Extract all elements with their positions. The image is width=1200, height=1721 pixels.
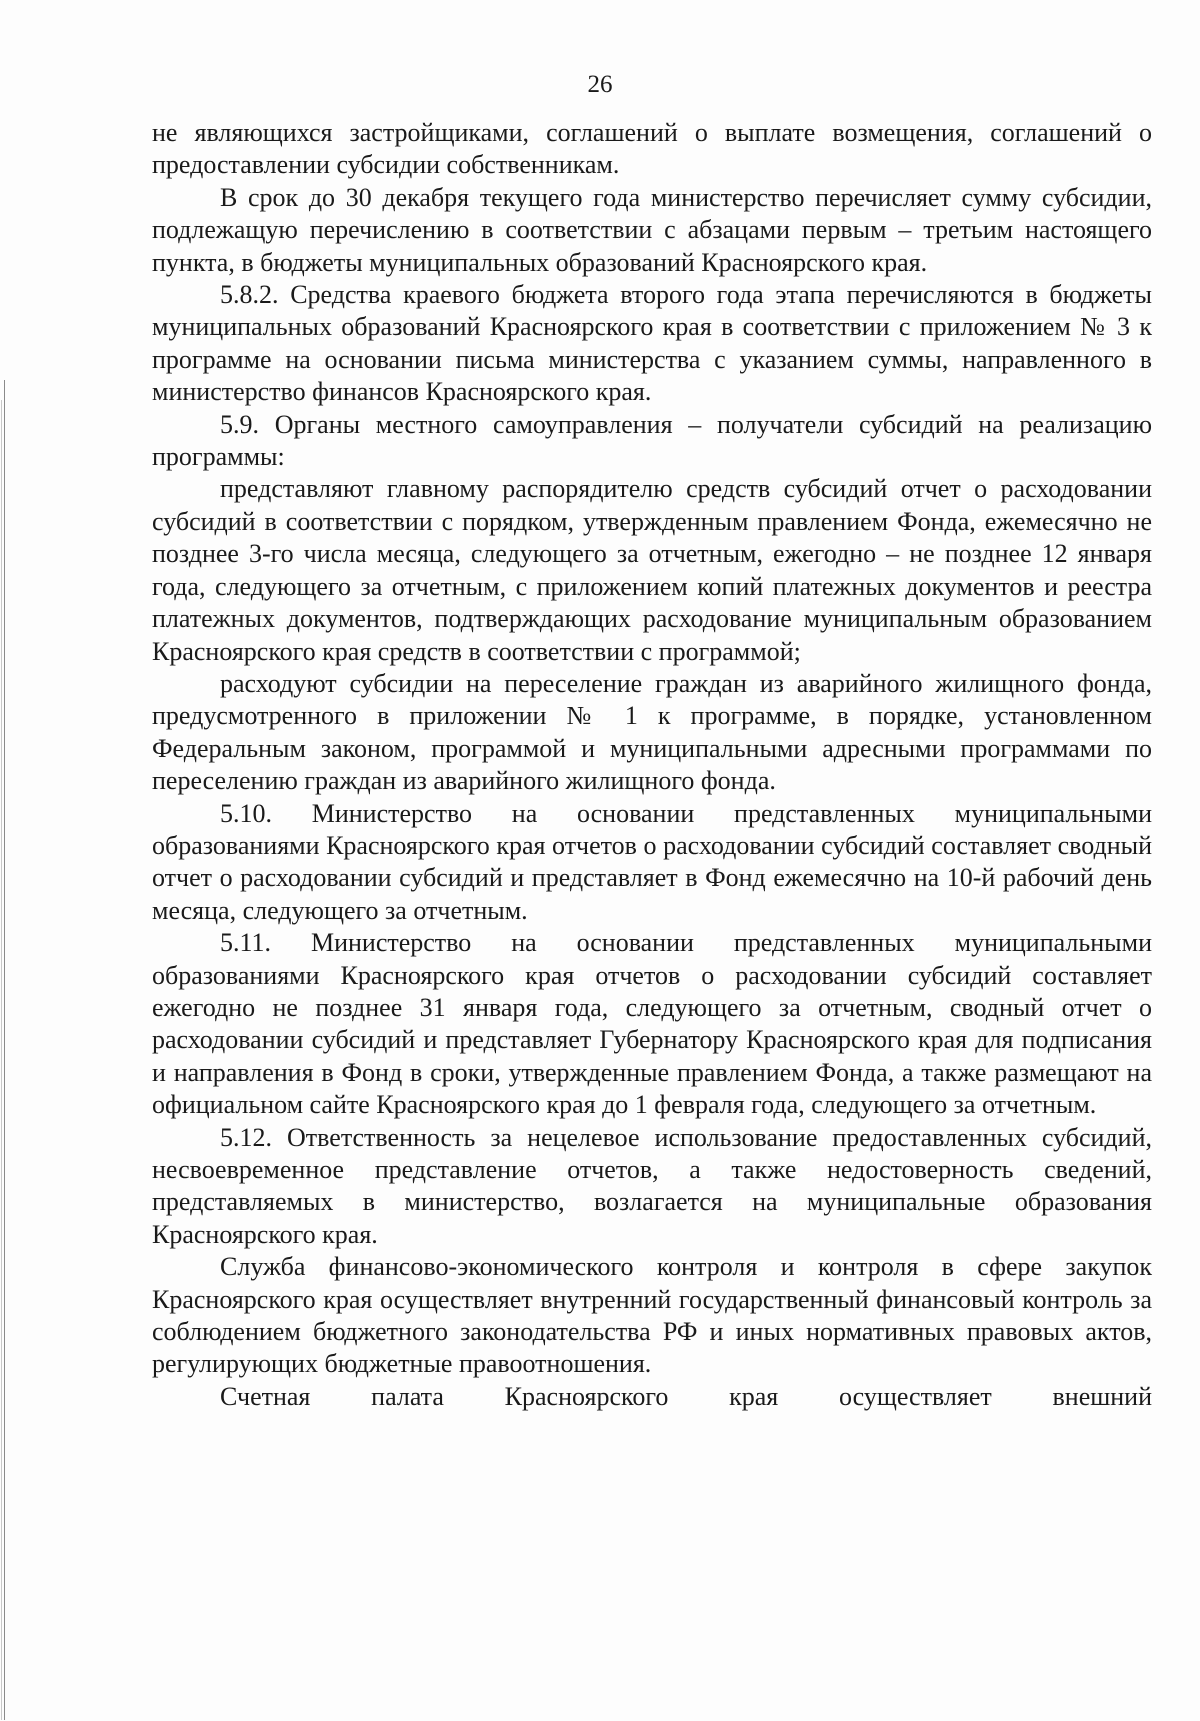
paragraph-clause-5-11: 5.11. Министерство на основании представленных муниципальными образованиями Красноярского края отчетов о расходовании субсидий составляет ежегодно не позднее 31 января года, следующего за отчетным, сводный отчет о расходовании субсидий и представляет Губернатору Красноярского края для подписания и направления в Фонд в сроки, утвержденные правлением Фонда, а также размещают на официальном сайте Красноярского края до 1 февраля года, следующего за отчетным.: [152, 928, 1152, 1120]
paragraph-trailing: Счетная палата Красноярского края осуществляет внешний: [220, 1381, 1152, 1411]
paragraph-continuation: не являющихся застройщиками, соглашений о выплате возмещения, соглашений о предоставлении субсидии собственникам.: [152, 118, 1152, 180]
scan-edge-line-faint: [1, 400, 2, 1720]
paragraph: В срок до 30 декабря текущего года министерство перечисляет сумму субсидии, подлежащую перечислению в соответствии с абзацами первым – третьим настоящего пункта, в бюджеты муниципальных образований Красноярского края.: [152, 182, 1152, 277]
paragraph: расходуют субсидии на переселение граждан из аварийного жилищного фонда, предусмотренного в приложении № 1 к программе, в порядке, установленном Федеральным законом, программой и муниципальными адресными программами по переселению граждан из аварийного жилищного фонда.: [152, 668, 1152, 796]
body-text: [152, 117, 1152, 1413]
page-number: 26: [587, 71, 613, 98]
paragraph-clause-5-12: 5.12. Ответственность за нецелевое использование предоставленных субсидий, несвоевременное представление отчетов, а также недостоверность сведений, представляемых в министерство, возлагается на муниципальные образования Красноярского края.: [152, 1122, 1152, 1249]
paragraph: Служба финансово-экономического контроля и контроля в сфере закупок Красноярского края осуществляет внутренний государственный финансовый контроль за соблюдением бюджетного законодательства РФ и иных нормативных правовых актов, регулирующих бюджетные правоотношения.: [152, 1252, 1152, 1379]
paragraph-clause-5-9: 5.9. Органы местного самоуправления – получатели субсидий на реализацию программы:: [152, 409, 1152, 472]
paragraph: представляют главному распорядителю средств субсидий отчет о расходовании субсидий в соответствии с порядком, утвержденным правлением Фонда, ежемесячно не позднее 3-го числа месяца, следующего за отчетным, ежегодно – не позднее 12 января года, следующего за отчетным, с приложением копий платежных документов и реестра платежных документов, подтверждающих расходование муниципальным образованием Красноярского края средств в соответствии с программой;: [152, 474, 1152, 666]
paragraph-clause-5-8-2: 5.8.2. Средства краевого бюджета второго года этапа перечисляются в бюджеты муниципальных образований Красноярского края в соответствии с приложением № 3 к программе на основании письма министерства с указанием суммы, направленного в министерство финансов Красноярского края.: [152, 280, 1152, 407]
paragraph-clause-5-10: 5.10. Министерство на основании представленных муниципальными образованиями Красноярского края отчетов о расходовании субсидий составляет сводный отчет о расходовании субсидий и представляет в Фонд ежемесячно на 10-й рабочий день месяца, следующего за отчетным.: [152, 798, 1152, 925]
scan-edge-line: [4, 380, 5, 1720]
